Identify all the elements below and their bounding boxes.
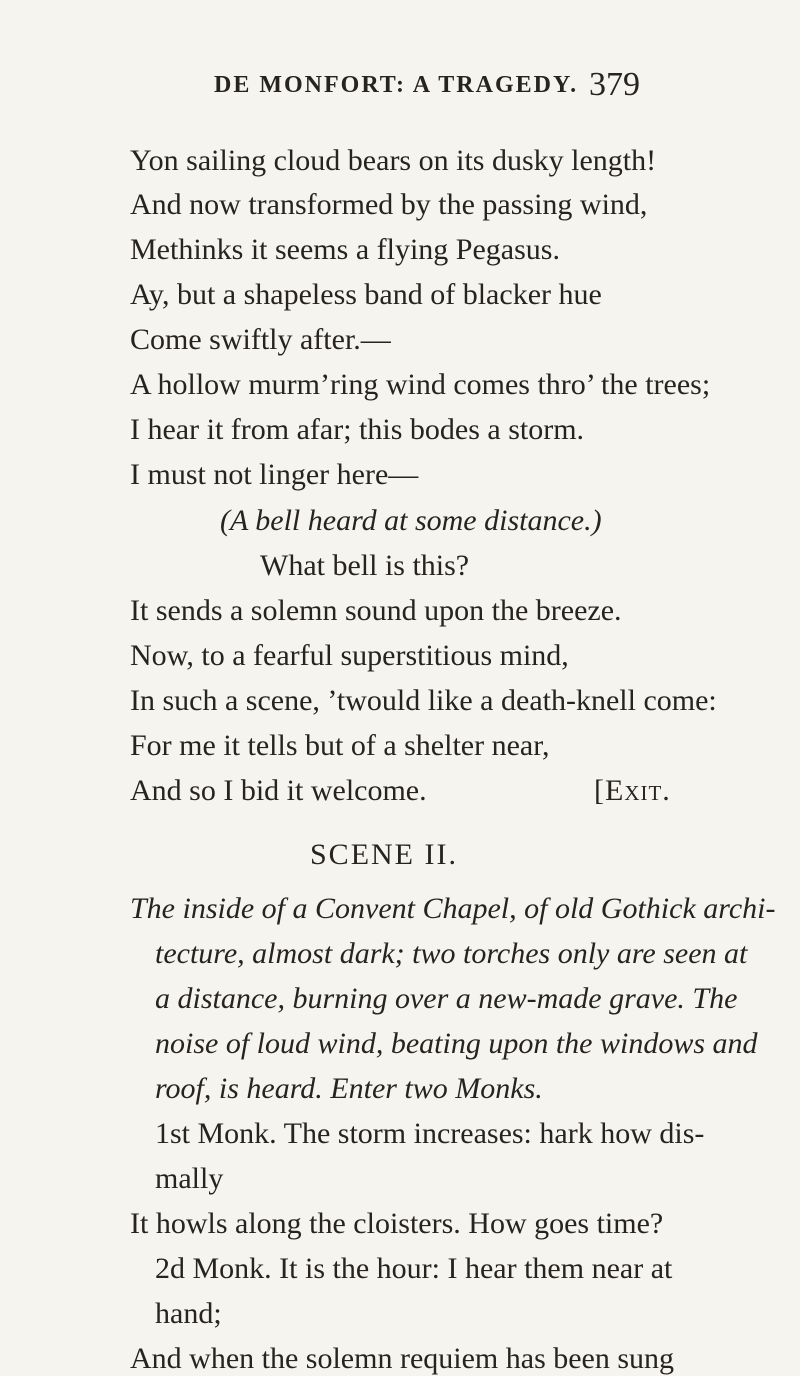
- dialogue-line: hand;: [155, 1297, 222, 1330]
- verse-line: In such a scene, ’twould like a death-knell come:: [130, 684, 717, 717]
- verse-line: A hollow murm’ring wind comes thro’ the trees;: [130, 368, 711, 401]
- verse-line: Come swiftly after.—: [130, 323, 391, 356]
- speaker-line: 2d Monk. It is the hour: I hear them near at: [155, 1252, 673, 1285]
- scene-heading: SCENE II.: [310, 838, 458, 871]
- verse-line: Yon sailing cloud bears on its dusky length!: [130, 144, 657, 177]
- verse-line: What bell is this?: [260, 549, 470, 582]
- stage-direction-line: tecture, almost dark; two torches only are seen at: [155, 937, 748, 970]
- speaker-line: 1st Monk. The storm increases: hark how dis-: [155, 1117, 705, 1150]
- stage-direction-line: noise of loud wind, beating upon the windows and: [155, 1027, 758, 1060]
- stage-exit: [Exit.: [594, 774, 671, 807]
- dialogue-line: mally: [155, 1162, 224, 1195]
- verse-line: I hear it from afar; this bodes a storm.: [130, 413, 585, 446]
- verse-line: I must not linger here—: [130, 458, 419, 491]
- verse-line: And so I bid it welcome.: [130, 774, 427, 807]
- verse-line: Now, to a fearful superstitious mind,: [130, 639, 569, 672]
- verse-line: Methinks it seems a flying Pegasus.: [130, 233, 560, 266]
- page-number: 379: [589, 66, 640, 103]
- stage-direction-bell: (A bell heard at some distance.): [220, 504, 602, 537]
- running-head: DE MONFORT: A TRAGEDY.: [214, 72, 579, 98]
- verse-line: It sends a solemn sound upon the breeze.: [130, 594, 622, 627]
- stage-direction-line: The inside of a Convent Chapel, of old Gothick archi-: [130, 892, 776, 925]
- dialogue-line: And when the solemn requiem has been sung: [130, 1342, 675, 1375]
- stage-direction-line: a distance, burning over a new-made grave. The: [155, 982, 738, 1015]
- dialogue-line: It howls along the cloisters. How goes time?: [130, 1207, 664, 1240]
- page-header: [0, 68, 800, 108]
- verse-line: Ay, but a shapeless band of blacker hue: [130, 278, 602, 311]
- verse-line: For me it tells but of a shelter near,: [130, 729, 550, 762]
- stage-direction-line: roof, is heard. Enter two Monks.: [155, 1072, 543, 1105]
- verse-line: And now transformed by the passing wind,: [130, 188, 648, 221]
